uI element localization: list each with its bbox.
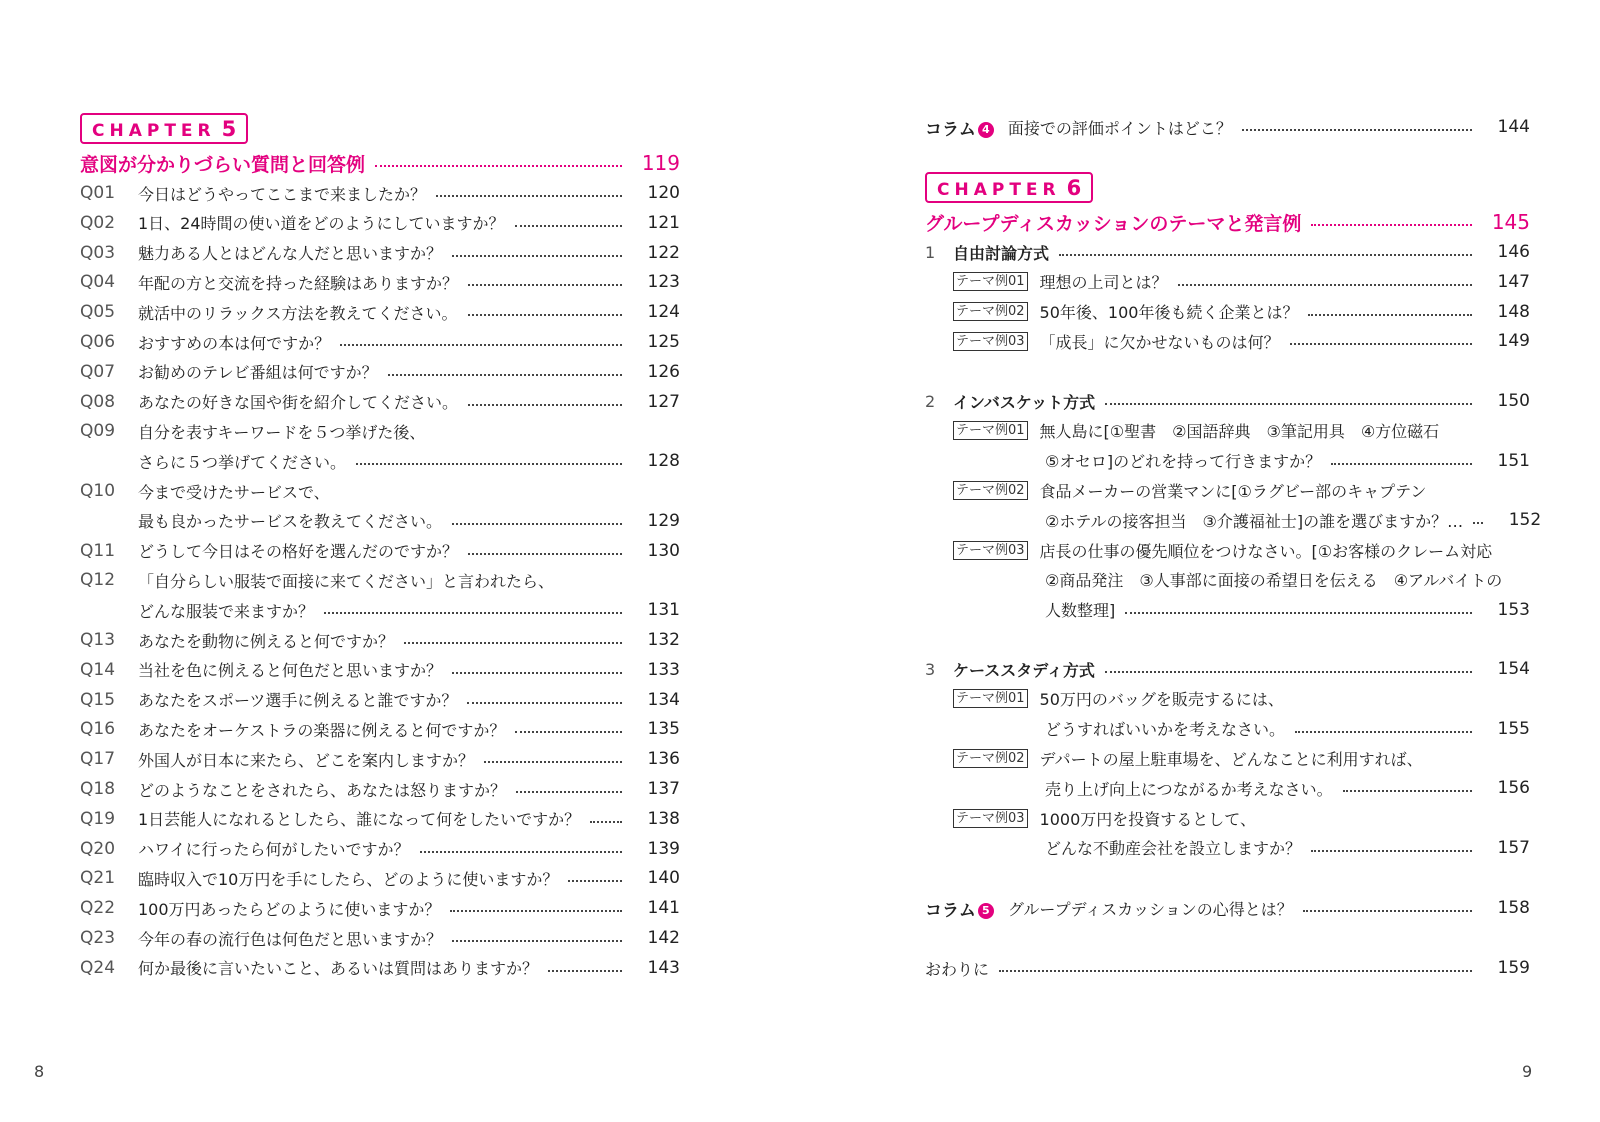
question-number: Q01 xyxy=(80,183,116,203)
leader-dots xyxy=(452,672,622,674)
toc-row xyxy=(80,714,680,744)
question-number: Q19 xyxy=(80,808,116,829)
theme-text: どんな不動産会社を設立しますか？ xyxy=(1045,839,1302,859)
toc-row xyxy=(80,327,680,357)
column-word: コラム xyxy=(925,900,976,921)
question-number: Q12 xyxy=(80,570,116,591)
page-number: 143 xyxy=(647,957,680,978)
question-text: 100万円あったらどのように使いますか？ xyxy=(138,899,441,919)
page-number: 147 xyxy=(1497,271,1530,292)
theme-badge: テーマ例01 xyxy=(953,421,1028,440)
toc-row xyxy=(80,834,680,864)
question-text: 1日芸能人になれるとしたら、誰になって何をしたいですか？ xyxy=(138,810,581,830)
page-number: 157 xyxy=(1497,837,1530,858)
question-number: Q05 xyxy=(80,302,116,323)
leader-dots xyxy=(1242,129,1472,131)
chapter-title: 意図が分かりづらい質問と回答例 xyxy=(80,153,366,176)
question-number: Q11 xyxy=(80,540,116,561)
question-number: Q24 xyxy=(80,957,116,978)
leader-dots xyxy=(1125,612,1472,614)
column-title: 面接での評価ポイントはどこ？ xyxy=(1007,118,1232,138)
question-number: Q07 xyxy=(80,361,116,382)
theme-row xyxy=(925,505,1542,535)
page-number: 136 xyxy=(647,749,680,770)
page-number: 145 xyxy=(1491,210,1530,234)
question-number: Q15 xyxy=(80,689,116,710)
page-number: 146 xyxy=(1497,242,1530,262)
question-number: Q17 xyxy=(80,749,116,770)
leader-dots xyxy=(452,940,622,942)
section-number: 3 xyxy=(925,659,936,679)
theme-row xyxy=(925,446,1530,476)
question-text: お勧めのテレビ番組は何ですか？ xyxy=(138,363,378,383)
question-text: 臨時収入で10万円を手にしたら、どのように使いますか？ xyxy=(138,869,559,889)
question-text: 当社を色に例えると何色だと思いますか？ xyxy=(138,661,443,681)
page-number: 152 xyxy=(1508,510,1542,531)
theme-text: 「成長」に欠かせないものは何？ xyxy=(1039,332,1280,352)
question-number: Q06 xyxy=(80,332,116,352)
theme-text: 店長の仕事の優先順位をつけなさい。[①お客様のクレーム対応 xyxy=(1039,541,1493,561)
question-text: あなたの好きな国や街を紹介してください。 xyxy=(138,393,459,413)
question-text: どんな服装で来ますか？ xyxy=(138,601,315,621)
theme-text: 理想の上司とは？ xyxy=(1039,273,1168,293)
leader-dots xyxy=(1178,284,1472,286)
question-text: 外国人が日本に来たら、どこを案内しますか？ xyxy=(138,750,475,770)
closing-row xyxy=(925,953,1530,983)
question-text: 今まで受けたサービスで、 xyxy=(138,482,330,502)
chapter-5-title-row xyxy=(80,148,680,178)
question-text: 自分を表すキーワードを５つ挙げた後、 xyxy=(138,422,426,442)
page-number: 142 xyxy=(647,928,680,948)
page-number: 130 xyxy=(647,540,680,561)
section-title: ケーススタディ方式 xyxy=(953,660,1095,680)
page-number: 135 xyxy=(647,719,680,740)
toc-row xyxy=(80,685,680,715)
question-text: ハワイに行ったら何がしたいですか？ xyxy=(138,840,410,860)
page-number: 155 xyxy=(1497,718,1530,739)
theme-badge: テーマ例03 xyxy=(953,541,1028,560)
question-text: あなたをオーケストラの楽器に例えると何ですか？ xyxy=(138,720,506,740)
page-number: 119 xyxy=(641,151,680,175)
theme-badge: テーマ例02 xyxy=(953,481,1028,500)
page-number: 125 xyxy=(647,332,680,352)
column-number: 5 xyxy=(978,903,994,919)
column-4-row xyxy=(925,112,1530,142)
theme-text: 売り上げ向上につながるか考えなさい。 xyxy=(1045,779,1333,799)
leader-dots xyxy=(1343,790,1472,792)
chapter-5-label xyxy=(80,113,248,144)
page-number: 150 xyxy=(1497,391,1530,411)
toc-row xyxy=(80,536,680,566)
leader-dots xyxy=(1331,463,1472,465)
closing-title: おわりに xyxy=(925,959,990,979)
leader-dots xyxy=(1105,671,1472,673)
leader-dots xyxy=(1311,224,1472,226)
theme-row xyxy=(925,595,1530,625)
theme-text: デパートの屋上駐車場を、どんなことに利用すれば、 xyxy=(1039,749,1423,769)
leader-dots xyxy=(1303,910,1472,912)
question-text: 年配の方と交流を持った経験はありますか？ xyxy=(138,273,459,293)
leader-dots xyxy=(420,851,622,853)
leader-dots xyxy=(1473,522,1483,524)
page-number: 156 xyxy=(1497,778,1530,799)
page-number: 133 xyxy=(647,659,680,680)
theme-row xyxy=(925,833,1530,863)
question-text: どのようなことをされたら、あなたは怒りますか？ xyxy=(138,780,507,800)
leader-dots xyxy=(450,910,622,912)
page-number: 131 xyxy=(647,600,680,621)
question-number: Q08 xyxy=(80,391,116,412)
leader-dots xyxy=(999,970,1472,972)
question-number: Q18 xyxy=(80,779,116,799)
leader-dots xyxy=(404,642,622,644)
page-number: 123 xyxy=(647,272,680,293)
chapter-word: CHAPTER xyxy=(937,180,1061,200)
leader-dots xyxy=(590,821,622,823)
theme-row xyxy=(925,326,1530,356)
question-text: あなたをスポーツ選手に例えると誰ですか？ xyxy=(138,691,458,711)
page-number: 120 xyxy=(647,183,680,203)
toc-row xyxy=(80,625,680,655)
chapter-number: 6 xyxy=(1066,176,1082,200)
page-number: 158 xyxy=(1497,898,1530,918)
page-number: 127 xyxy=(647,391,680,412)
toc-row xyxy=(80,655,680,685)
leader-dots xyxy=(375,165,622,167)
page-number: 132 xyxy=(647,630,680,650)
theme-row xyxy=(925,684,1530,714)
leader-dots xyxy=(548,970,622,972)
leader-dots xyxy=(568,880,622,882)
theme-badge: テーマ例03 xyxy=(953,809,1028,828)
question-number: Q23 xyxy=(80,928,116,948)
leader-dots xyxy=(324,612,622,614)
question-text: 「自分らしい服装で面接に来てください」と言われたら、 xyxy=(138,571,555,591)
toc-row xyxy=(80,238,680,268)
page-number: 122 xyxy=(647,242,680,263)
theme-text: ②商品発注 ③人事部に面接の希望日を伝える ④アルバイトの xyxy=(1045,571,1503,591)
theme-text: どうすればいいかを考えなさい。 xyxy=(1045,720,1286,740)
theme-row xyxy=(925,773,1530,803)
leader-dots xyxy=(468,553,622,555)
leader-dots xyxy=(516,791,622,793)
page-number: 153 xyxy=(1497,599,1530,620)
chapter-6-title-row xyxy=(925,207,1530,237)
question-text: どうして今日はその格好を選んだのですか？ xyxy=(138,542,459,562)
question-number: Q03 xyxy=(80,242,116,263)
question-text: おすすめの本は何ですか？ xyxy=(138,333,331,353)
leader-dots xyxy=(468,314,622,316)
section-title: 自由討論方式 xyxy=(953,243,1050,263)
leader-dots xyxy=(515,225,622,227)
section-number: 1 xyxy=(925,242,936,262)
question-number: Q14 xyxy=(80,659,116,680)
toc-row xyxy=(80,267,680,297)
toc-row xyxy=(80,208,680,238)
leader-dots xyxy=(467,702,622,704)
leader-dots xyxy=(468,404,622,406)
question-text: さらに５つ挙げてください。 xyxy=(138,452,347,472)
page-number: 149 xyxy=(1497,331,1530,352)
question-number: Q16 xyxy=(80,719,116,740)
leader-dots xyxy=(1290,343,1472,345)
page-number: 139 xyxy=(647,838,680,859)
question-number: Q02 xyxy=(80,212,116,233)
leader-dots xyxy=(515,731,622,733)
theme-text: ⑤オセロ]のどれを持って行きますか？ xyxy=(1045,452,1322,472)
theme-text: 無人島に[①聖書 ②国語辞典 ③筆記用具 ④方位磁石 xyxy=(1039,422,1440,442)
theme-row xyxy=(925,803,1530,833)
page-number: 124 xyxy=(647,302,680,323)
toc-row xyxy=(80,893,680,923)
toc-row xyxy=(80,476,680,506)
question-text: 最も良かったサービスを教えてください。 xyxy=(138,512,443,532)
theme-row xyxy=(925,475,1530,505)
toc-row xyxy=(80,774,680,804)
theme-badge: テーマ例01 xyxy=(953,272,1028,291)
leader-dots xyxy=(1295,731,1472,733)
theme-text: 1000万円を投資するとして、 xyxy=(1039,809,1256,829)
question-text: 魅力ある人とはどんな人だと思いますか？ xyxy=(138,244,443,264)
theme-badge: テーマ例01 xyxy=(953,689,1028,708)
page-number: 148 xyxy=(1497,301,1530,322)
question-text: 何か最後に言いたいこと、あるいは質問はありますか？ xyxy=(138,959,539,979)
question-text: あなたを動物に例えると何ですか？ xyxy=(138,631,395,651)
page-number: 140 xyxy=(647,868,680,889)
column-label xyxy=(925,896,1008,921)
leader-dots xyxy=(1105,403,1472,405)
section-title: インバスケット方式 xyxy=(953,392,1096,412)
leader-dots xyxy=(356,463,622,465)
theme-badge: テーマ例03 xyxy=(953,332,1028,351)
section-number: 2 xyxy=(925,391,936,411)
theme-row xyxy=(925,416,1530,446)
theme-text: ②ホテルの接客担当 ③介護福祉士]の誰を選びますか？… xyxy=(1045,511,1464,531)
right-page xyxy=(925,0,1542,1122)
theme-text: 人数整理] xyxy=(1045,601,1116,621)
chapter-title: グループディスカッションのテーマと発言例 xyxy=(925,212,1302,235)
leader-dots xyxy=(340,344,622,346)
theme-row xyxy=(925,267,1530,297)
leader-dots xyxy=(1308,314,1472,316)
page-number: 128 xyxy=(647,451,680,472)
question-number: Q22 xyxy=(80,898,116,919)
page-number: 151 xyxy=(1497,450,1530,471)
theme-row xyxy=(925,535,1530,565)
page-number: 138 xyxy=(647,808,680,829)
section-row xyxy=(925,654,1530,684)
question-number: Q13 xyxy=(80,630,116,650)
toc-row xyxy=(80,953,680,983)
toc-row xyxy=(80,804,680,834)
question-text: 就活中のリラックス方法を教えてください。 xyxy=(138,303,458,323)
section-row xyxy=(925,237,1530,267)
column-5-row xyxy=(925,893,1530,923)
question-text: 今年の春の流行色は何色だと思いますか？ xyxy=(138,929,443,949)
question-number: Q21 xyxy=(80,868,116,889)
left-page xyxy=(34,0,680,1122)
toc-row xyxy=(80,565,680,595)
toc-row xyxy=(80,416,680,446)
chapter-number: 5 xyxy=(221,117,237,141)
column-word: コラム xyxy=(925,119,976,140)
question-text: 今日はどうやってここまで来ましたか？ xyxy=(138,184,427,204)
page-number: 141 xyxy=(647,898,680,919)
page-number: 159 xyxy=(1497,958,1530,978)
page-number: 129 xyxy=(647,510,680,531)
toc-row xyxy=(80,387,680,417)
toc-row xyxy=(80,297,680,327)
leader-dots xyxy=(388,374,622,376)
toc-row xyxy=(80,744,680,774)
page-number: 126 xyxy=(647,361,680,382)
theme-row xyxy=(925,565,1530,595)
theme-badge: テーマ例02 xyxy=(953,749,1028,768)
theme-row xyxy=(925,743,1530,773)
column-number: 4 xyxy=(978,122,994,138)
leader-dots xyxy=(1311,850,1472,852)
leader-dots xyxy=(452,523,622,525)
theme-badge: テーマ例02 xyxy=(953,302,1028,321)
toc-row xyxy=(80,863,680,893)
leader-dots xyxy=(484,761,622,763)
toc-row xyxy=(80,506,680,536)
question-number: Q10 xyxy=(80,481,116,501)
question-number: Q04 xyxy=(80,272,116,293)
theme-text: 食品メーカーの営業マンに[①ラグビー部のキャプテン xyxy=(1039,481,1427,501)
leader-dots xyxy=(452,255,622,257)
question-number: Q20 xyxy=(80,838,116,859)
leader-dots xyxy=(436,195,622,197)
section-row xyxy=(925,386,1530,416)
toc-row xyxy=(80,357,680,387)
column-label xyxy=(925,115,1008,140)
page-number: 134 xyxy=(647,689,680,710)
column-title: グループディスカッションの心得とは？ xyxy=(1007,899,1293,919)
toc-row xyxy=(80,178,680,208)
leader-dots xyxy=(468,284,622,286)
toc-row xyxy=(80,923,680,953)
chapter-6-label xyxy=(925,172,1093,203)
question-number: Q09 xyxy=(80,421,116,442)
toc-row xyxy=(80,595,680,625)
page-number: 121 xyxy=(647,212,680,233)
page-number: 144 xyxy=(1497,117,1530,137)
theme-text: 50年後、100年後も続く企業とは？ xyxy=(1039,303,1299,323)
theme-row xyxy=(925,297,1530,327)
theme-text: 50万円のバッグを販売するには、 xyxy=(1039,690,1284,710)
folio-left: 8 xyxy=(34,1062,45,1081)
theme-row xyxy=(925,714,1530,744)
page-number: 137 xyxy=(647,779,680,799)
toc-row xyxy=(80,446,680,476)
chapter-word: CHAPTER xyxy=(92,121,216,141)
page-number: 154 xyxy=(1497,659,1530,679)
leader-dots xyxy=(1059,254,1472,256)
folio-right: 9 xyxy=(1522,1062,1533,1081)
question-text: 1日、24時間の使い道をどのようにしていますか？ xyxy=(138,214,505,234)
